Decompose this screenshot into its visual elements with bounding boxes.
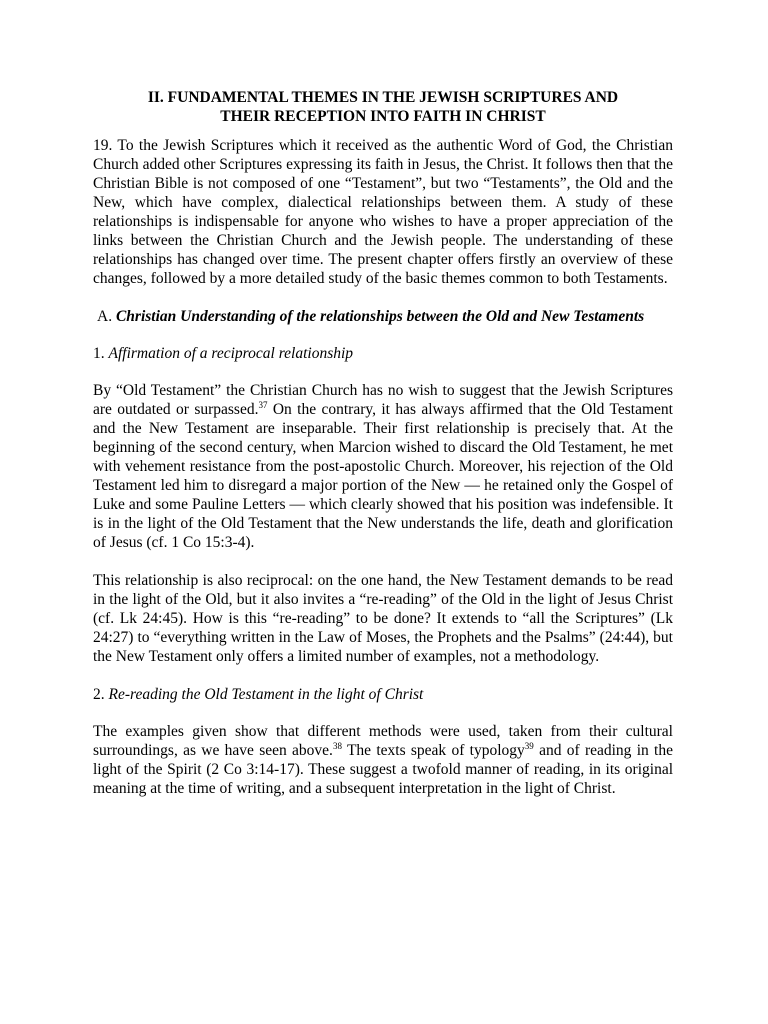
section-a-title: Christian Understanding of the relationships between the Old and New Testaments (115, 308, 645, 325)
paragraph-19: 19. To the Jewish Scriptures which it received as the authentic Word of God, the Christian Church added other Scriptures expressing its faith in Jesus, the Christ. It follows then that the Christian Bible is not composed of one “Testament”, but two “Testaments”, the Old and the New, which have complex, dialectical relationships between them. A study of these relationships is indispensable for anyone who wishes to have a proper appreciation of the links between the Christian Church and the Jewish people. The understanding of these relationships has changed over time. The present chapter offers firstly an overview of these changes, followed by a more detailed study of the basic themes common to both Testaments. (93, 137, 673, 287)
chapter-title-line-1: II. FUNDAMENTAL THEMES IN THE JEWISH SCRIPTURES AND (147, 89, 619, 106)
paragraph-old-testament-text-2: On the contrary, it has always affirmed that the Old Testament and the New Testament are inseparable. Their first relationship is precisely that. At the beginning of the second century, when Marcion wished to discard the Old Testament, he met with vehement resistance from the post-apostolic Church. Moreover, his rejection of the Old Testament led him to disregard a major portion of the New — he retained only the Gospel of Luke and some Pauline Letters — which clearly showed that his position was indefensible. It is in the light of the Old Testament that the New understands the life, death and glorification of Jesus (cf. 1 Co 15:3-4). (93, 401, 673, 551)
subsection-1-number: 1. (93, 345, 105, 362)
footnote-ref-38[interactable]: 38 (332, 741, 342, 751)
chapter-title-line-2: THEIR RECEPTION INTO FAITH IN CHRIST (220, 108, 546, 125)
paragraph-old-testament-text-1: By “Old Testament” the Christian Church has no wish to suggest that the Jewish Scriptures are outdated or surpassed. (93, 382, 673, 418)
subsection-2-title: Re-reading the Old Testament in the light of Christ (108, 686, 424, 703)
paragraph-examples (93, 722, 673, 798)
subsection-2-number: 2. (93, 686, 105, 703)
footnote-ref-37[interactable]: 37 (258, 400, 268, 410)
paragraph-examples-text-1: The examples given show that different methods were used, taken from their cultural surroundings, as we have seen above. (93, 723, 673, 759)
paragraph-examples-text-2: The texts speak of typology (341, 742, 525, 759)
chapter-title (93, 88, 673, 126)
section-a-heading (93, 307, 673, 326)
section-a-letter: A. (97, 308, 113, 325)
paragraph-reciprocal: This relationship is also reciprocal: on the one hand, the New Testament demands to be read in the light of the Old, but it also invites a “re-reading” of the Old in the light of Jesus Christ (cf. Lk 24:45). How is this “re-reading” to be done? It extends to “all the Scriptures” (Lk 24:27) to “everything written in the Law of Moses, the Prophets and the Psalms” (24:44), but the New Testament only offers a limited number of examples, not a methodology. (93, 572, 673, 665)
subsection-2-heading (93, 685, 673, 704)
subsection-1-heading (93, 344, 673, 363)
paragraph-old-testament (93, 381, 673, 552)
document-page (93, 88, 673, 817)
paragraph-examples-text-3: and of reading in the light of the Spirit (2 Co 3:14-17). These suggest a twofold manner of reading, in its original meaning at the time of writing, and a subsequent interpretation in the light of Christ. (93, 742, 673, 797)
footnote-ref-39[interactable]: 39 (524, 741, 534, 751)
subsection-1-title: Affirmation of a reciprocal relationship (108, 345, 354, 362)
